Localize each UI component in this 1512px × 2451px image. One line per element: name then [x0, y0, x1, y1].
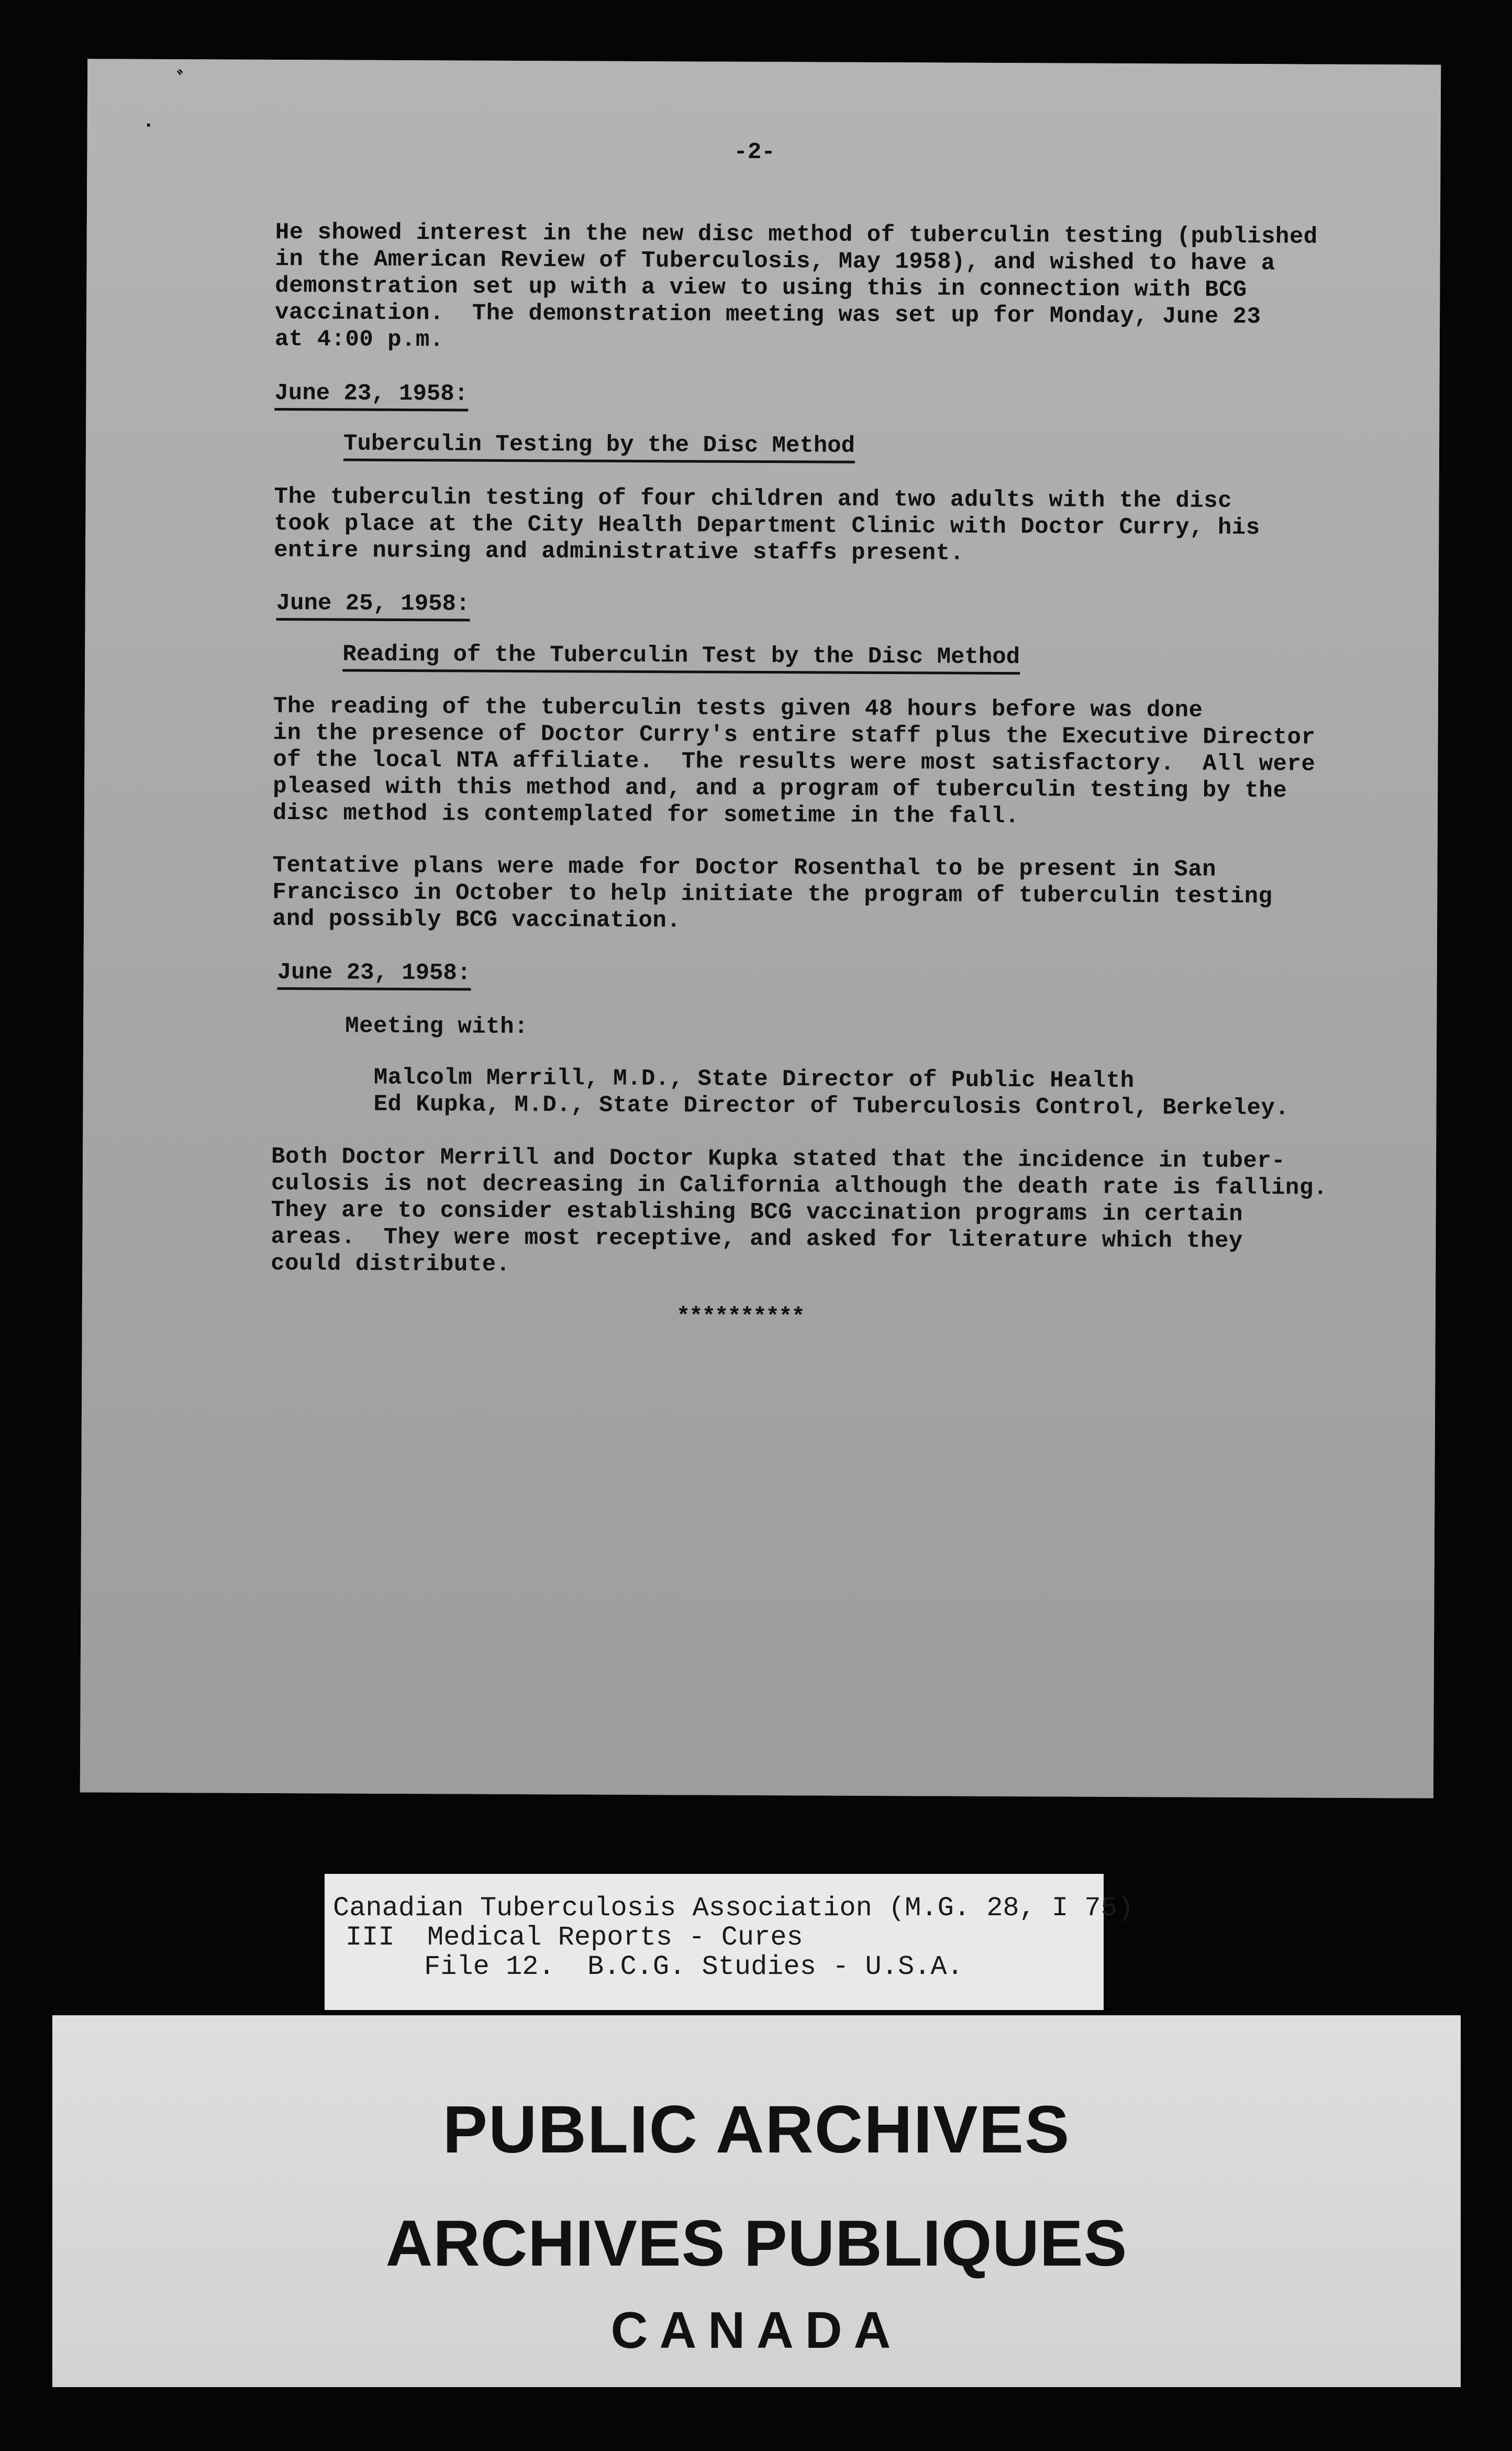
document-page: [80, 59, 1441, 1798]
page-number: -2-: [733, 139, 775, 166]
label-line: File 12. B.C.G. Studies - U.S.A.: [424, 1951, 963, 1982]
corner-mark: ·: [142, 114, 155, 138]
date-heading: June 23, 1958:: [274, 380, 468, 412]
text-line: vaccination. The demonstration meeting was set up for Monday, June 23: [275, 299, 1261, 330]
text-line: Tentative plans were made for Doctor Rosenthal to be present in San: [272, 852, 1217, 883]
text-line: in the American Review of Tuberculosis, May 1958), and wished to have a: [275, 246, 1275, 277]
stamp-line: PUBLIC ARCHIVES: [442, 2092, 1071, 2167]
attendee: Ed Kupka, M.D., State Director of Tuberculosis Control, Berkeley.: [373, 1091, 1289, 1122]
meeting-label: Meeting with:: [345, 1013, 529, 1041]
stamp-line: CANADA: [610, 2301, 903, 2359]
text-line: took place at the City Health Department Clinic with Doctor Curry, his: [274, 510, 1260, 542]
text-line: at 4:00 p.m.: [274, 326, 444, 354]
text-line: areas. They were most receptive, and asked for literature which they: [271, 1223, 1243, 1255]
corner-mark: ﾞ: [176, 70, 187, 94]
text-line: and possibly BCG vaccination.: [272, 906, 681, 934]
text-line: Both Doctor Merrill and Doctor Kupka stated that the incidence in tuber-: [271, 1143, 1286, 1175]
end-mark: **********: [676, 1304, 804, 1331]
text-line: The tuberculin testing of four children and two adults with the disc: [274, 483, 1232, 514]
date-heading: June 25, 1958:: [276, 590, 470, 622]
label-line: Canadian Tuberculosis Association (M.G. 28, I 75): [333, 1893, 1134, 1924]
text-line: He showed interest in the new disc method of tuberculin testing (published: [275, 219, 1318, 250]
subheading: Tuberculin Testing by the Disc Method: [343, 431, 855, 463]
label-line: III Medical Reports - Cures: [346, 1922, 803, 1953]
text-line: pleased with this method and, and a program of tuberculin testing by the: [273, 773, 1287, 804]
archive-stamp: [52, 2015, 1461, 2387]
stamp-line: ARCHIVES PUBLIQUES: [385, 2207, 1128, 2280]
text-line: Francisco in October to help initiate the program of tuberculin testing: [272, 879, 1273, 910]
text-line: culosis is not decreasing in California although the death rate is falling.: [271, 1170, 1328, 1201]
paragraph-intro: [87, 59, 1441, 354]
text-line: of the local NTA affiliate. The results were most satisfactory. All were: [273, 746, 1316, 778]
attendee: Malcolm Merrill, M.D., State Director of Public Health: [373, 1064, 1135, 1095]
text-line: entire nursing and administrative staffs present.: [274, 537, 964, 567]
text-line: disc method is contemplated for sometime in the fall.: [272, 800, 1019, 830]
subheading: Reading of the Tuberculin Test by the Disc Method: [342, 642, 1020, 675]
archive-reference-label: [325, 1874, 1134, 2010]
text-line: They are to consider establishing BCG vaccination programs in certain: [271, 1197, 1243, 1228]
text-line: in the presence of Doctor Curry's entire staff plus the Executive Director: [273, 720, 1316, 751]
text-line: The reading of the tuberculin tests given 48 hours before was done: [273, 693, 1203, 724]
text-line: could distribute.: [271, 1250, 510, 1278]
date-heading: June 23, 1958:: [277, 959, 471, 991]
text-line: demonstration set up with a view to using this in connection with BCG: [275, 272, 1247, 304]
